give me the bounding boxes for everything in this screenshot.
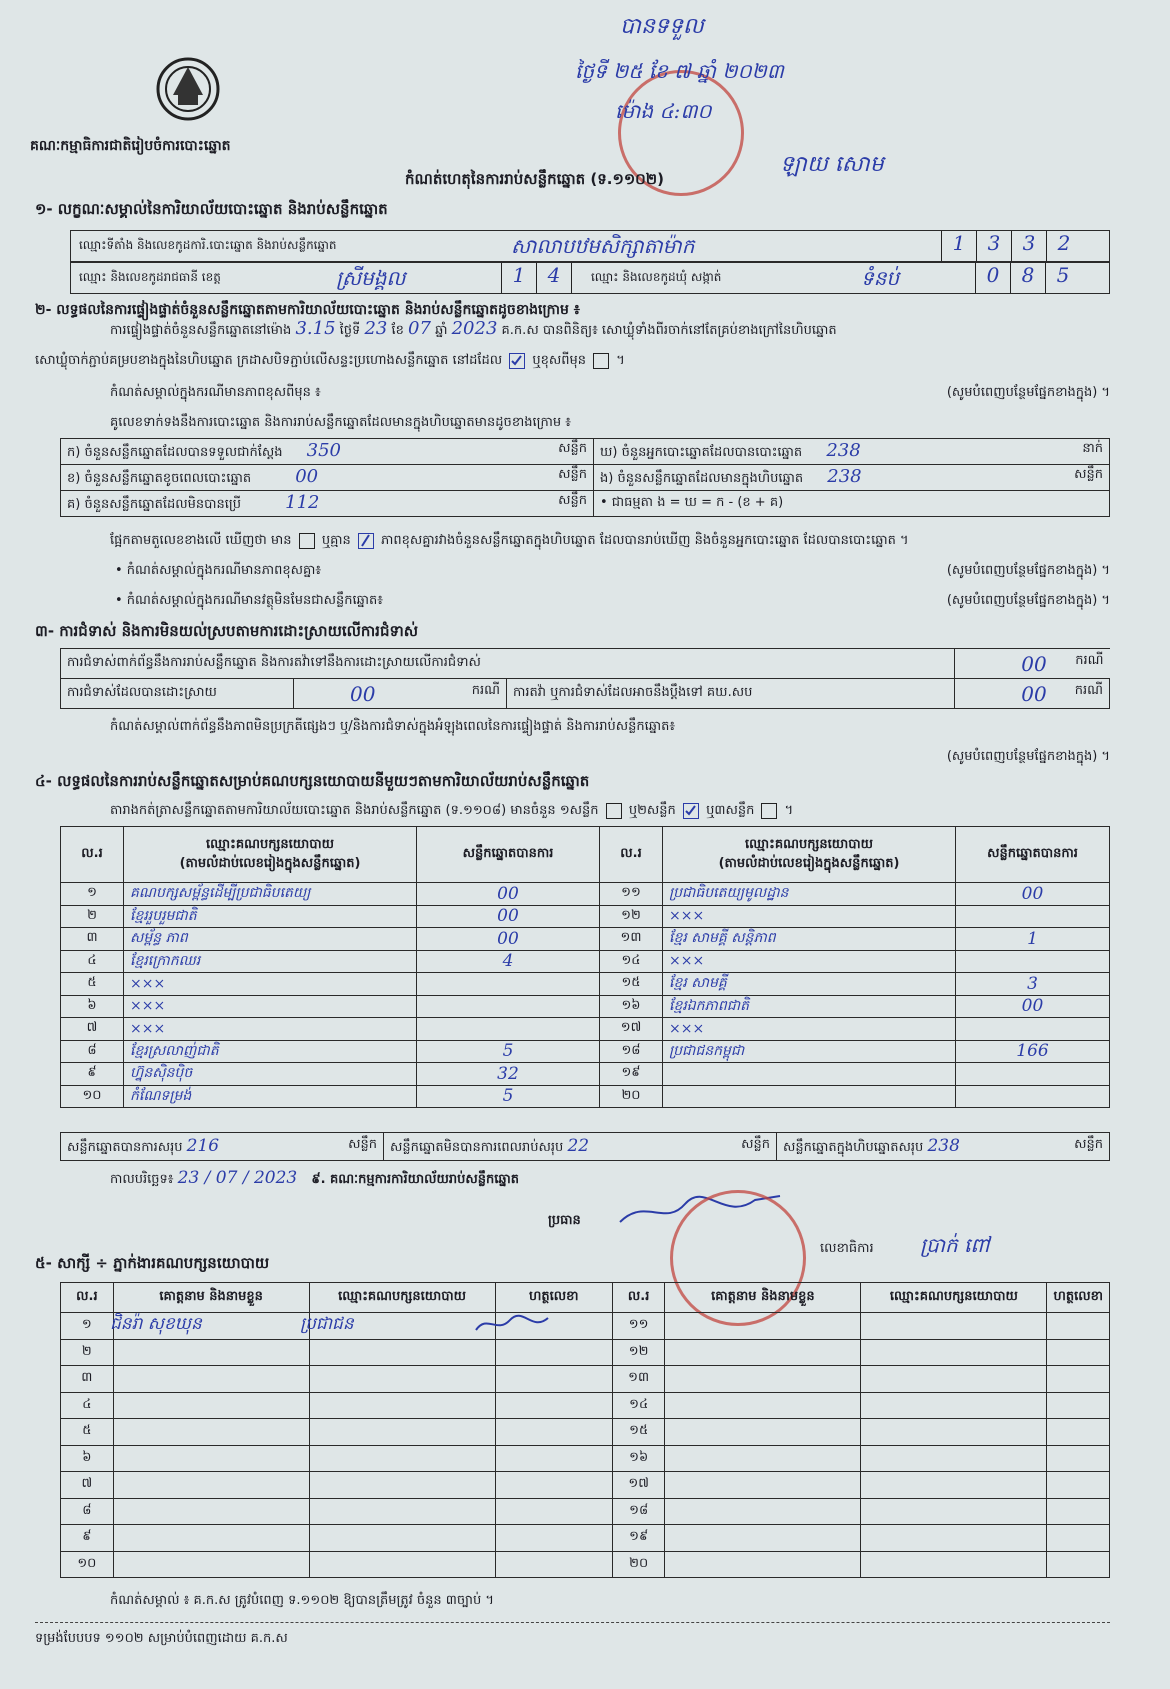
witness-cell: [665, 1419, 861, 1446]
witness-no: ១០: [61, 1551, 114, 1578]
witness-cell: [113, 1472, 309, 1499]
party-name: [663, 1085, 956, 1108]
party-votes: [956, 905, 1110, 928]
done-label: កាលបរិច្ឆេទ៖: [110, 1172, 174, 1187]
witness1-name: ជិនរ៉ា សុខឃុន: [110, 1314, 202, 1334]
one-sheet-checkbox[interactable]: [606, 803, 622, 819]
fill-more: (សូមបំពេញបន្ថែមផ្នែកខាងក្នុង) ។: [946, 385, 1110, 400]
row2b-label: ការតវ៉ា ឬការជំទាស់ដែលអាចនឹងប្តឹងទៅ គឃ.សប: [507, 679, 955, 709]
witness-cell: [665, 1472, 861, 1499]
party-votes: [956, 1085, 1110, 1108]
witness-cell: [113, 1551, 309, 1578]
w-col-no-right: ល.រ: [612, 1283, 665, 1313]
office-name: សាលាបឋមសិក្សាតាម៉ាក: [511, 234, 695, 258]
row-ko-label: គ) ចំនួនសន្លឹកឆ្នោតដែលមិនបានប្រើ: [67, 497, 241, 512]
party-name: [663, 1063, 956, 1086]
party-no: ១៦: [600, 995, 663, 1018]
emblem-logo: [148, 55, 228, 130]
party-no: ១២: [600, 905, 663, 928]
table-row: [61, 1472, 1110, 1499]
witness-cell: [1047, 1419, 1110, 1446]
witness-cell: [861, 1445, 1047, 1472]
col-no-right: ល.រ: [600, 827, 663, 883]
total-box-label: សន្លឹកឆ្នោតក្នុងហិបឆ្នោតសរុប: [783, 1139, 924, 1155]
verify-year: 2023: [451, 318, 498, 339]
party-name: ×××: [663, 905, 956, 928]
form-title: កំណត់ហេតុនៃការរាប់សន្លឹកឆ្នោត (ទ.១១០២): [405, 170, 665, 188]
witness-cell: [309, 1498, 495, 1525]
office-code-digit: 3: [1011, 231, 1046, 261]
witness-cell: [495, 1472, 612, 1499]
party-votes: 00: [956, 883, 1110, 906]
row2-value: 00: [350, 681, 376, 706]
note1-text: កំណត់សម្គាល់ក្នុងករណីមានភាពខុសពីមុន ៖: [110, 385, 321, 400]
verify-month: 07: [408, 318, 431, 339]
party-votes: [956, 950, 1110, 973]
witness-cell: [113, 1419, 309, 1446]
witness-cell: [861, 1419, 1047, 1446]
party-name: ខ្មែរ សាមគ្គី: [663, 973, 956, 996]
row-ka-unit: សន្លឹក: [558, 441, 587, 456]
section5-heading: ៥- សាក្សី ÷ ភ្នាក់ងារគណបក្សនយោបាយ: [35, 1254, 270, 1272]
diff-line: [110, 532, 909, 551]
party-votes: 32: [417, 1063, 600, 1086]
received-date: ថ្ងៃទី ២៥ ខែ ៧ ឆ្នាំ ២០២៣: [575, 59, 784, 83]
party-votes: 00: [417, 928, 600, 951]
witness-cell: [113, 1498, 309, 1525]
row1-cases: ករណី: [1075, 652, 1104, 668]
diff-text-b: ឬគ្មាន: [321, 533, 351, 548]
intro-text: គូលេខទាក់ទងនឹងការបោះឆ្នោត និងការរាប់សន្លឹកឆ្នោតដែលមានក្នុងហិបឆ្នោតមានដូចខាងក្រោម ៖: [110, 415, 571, 430]
witness-cell: [309, 1525, 495, 1552]
table-row: [61, 1392, 1110, 1419]
table-row: [61, 1063, 1110, 1086]
party-votes: 00: [417, 905, 600, 928]
verify-rest: គ.ក.ស បានពិនិត្យ៖ សោឃ្លុំទាំងពីរចាក់នៅតែគ្រប់ខាងក្រៅនៃហិបឆ្នោត: [501, 323, 837, 338]
done-line: [110, 1168, 519, 1190]
witness-no: ១២: [612, 1339, 665, 1366]
table-row: [61, 1339, 1110, 1366]
party-no: ៥: [61, 973, 124, 996]
table-row: [61, 1498, 1110, 1525]
party-votes: 3: [956, 973, 1110, 996]
table-row: [61, 950, 1110, 973]
note1: [110, 384, 1110, 403]
witness-cell: [495, 1525, 612, 1552]
table-row: [61, 995, 1110, 1018]
witness-no: ១៨: [612, 1498, 665, 1525]
witness-no: ៤: [61, 1392, 114, 1419]
party-votes: [956, 1063, 1110, 1086]
row2b-value: 00: [1021, 681, 1047, 706]
witness-cell: [1047, 1498, 1110, 1525]
party-no: ១១: [600, 883, 663, 906]
office-code-digit: 3: [976, 231, 1011, 261]
col-party-sub-right: (តាមលំដាប់លេខរៀងក្នុងសន្លឹកឆ្នោត): [718, 855, 900, 871]
province-name: ស្រីមង្គល: [336, 266, 406, 290]
row-kho-value: 238: [826, 440, 861, 461]
party-votes: 00: [956, 995, 1110, 1018]
total-invalid: 22: [567, 1135, 590, 1156]
party-votes: 5: [417, 1085, 600, 1108]
witness-cell: [113, 1392, 309, 1419]
witness-cell: [1047, 1525, 1110, 1552]
witness-cell: [113, 1339, 309, 1366]
commune-label: ឈ្មោះ និងលេខកូដឃុំ សង្កាត់: [591, 270, 722, 284]
month-label: ខែ: [391, 323, 404, 338]
party-no: ១០: [61, 1085, 124, 1108]
party-votes: 1: [956, 928, 1110, 951]
secretary-label: លេខាធិការ: [820, 1241, 874, 1256]
col-no: ល.រ: [61, 827, 124, 883]
party-no: ៧: [61, 1018, 124, 1041]
received-signature: ឡាយ សោម: [780, 152, 884, 177]
total-box: 238: [927, 1135, 960, 1156]
witness-cell: [1047, 1445, 1110, 1472]
witness-cell: [665, 1525, 861, 1552]
witness-no: ១៣: [612, 1366, 665, 1393]
verify-line: [110, 318, 837, 341]
received-label: បានទទួល: [620, 14, 704, 39]
witness-table: [60, 1282, 1110, 1578]
witness1-signature: [472, 1312, 552, 1340]
table-row: [61, 928, 1110, 951]
witness-no: ៧: [61, 1472, 114, 1499]
witness-no: ៩: [61, 1525, 114, 1552]
section4-heading: ៤- លទ្ធផលនៃការរាប់សន្លឹកឆ្នោតសម្រាប់គណបក្សនយោបាយនីមួយៗតាមការិយាល័យរាប់សន្លឹកឆ្នោត: [35, 772, 590, 790]
or-label: ឬខុសពីមុន: [532, 353, 586, 368]
footnote: កំណត់សម្គាល់ ៖ គ.ក.ស ត្រូវបំពេញ ទ.១១០២ ឱ្យបានត្រឹមត្រូវ ចំនួន ៣ច្បាប់ ។: [110, 1593, 494, 1608]
witness-cell: [861, 1498, 1047, 1525]
witness-cell: [665, 1551, 861, 1578]
row-kha-unit: សន្លឹក: [558, 467, 587, 482]
row-ko-value: 112: [285, 492, 320, 513]
tally-line: តារាងកត់ត្រាសន្លឹកឆ្នោតតាមការិយាល័យបោះឆ្នោត និងរាប់សន្លឹកឆ្នោត (ទ.១១០៨) មានចំនួន ១សន្លឹក ឬ២សន្លឹក ឬ៣សន្លឹក ។: [110, 803, 794, 818]
witness-cell: [665, 1498, 861, 1525]
row2-cases: ករណី: [471, 682, 500, 698]
results-table: [60, 826, 1110, 1108]
committee-label: ៩. គណៈកម្មការការិយាល័យរាប់សន្លឹកឆ្នោត: [311, 1172, 520, 1187]
party-name: ×××: [663, 1018, 956, 1041]
witness-cell: [309, 1419, 495, 1446]
province-label: ឈ្មោះ និងលេខកូដរាជធានី ខេត្ត: [79, 270, 221, 284]
witness-no: ៣: [61, 1366, 114, 1393]
row2b-cases: ករណី: [1074, 682, 1103, 698]
w-col-party: ឈ្មោះគណបក្សនយោបាយ: [309, 1283, 495, 1313]
witness-cell: [309, 1366, 495, 1393]
witness-cell: [861, 1366, 1047, 1393]
total-valid-label: សន្លឹកឆ្នោតបានការសរុប: [67, 1139, 183, 1155]
party-no: ២: [61, 905, 124, 928]
note2-text: • កំណត់សម្គាល់ក្នុងករណីមានភាពខុសគ្នា៖: [115, 563, 322, 578]
table-row: [61, 1085, 1110, 1108]
witness-no: ១៧: [612, 1472, 665, 1499]
commune-name: ទំនប់: [861, 266, 900, 290]
secretary-name: ប្រាក់ ពៅ: [920, 1233, 990, 1257]
office-code: [941, 231, 1081, 261]
col-votes: សន្លឹកឆ្នោតបានការ: [417, 827, 600, 883]
counts-table: [60, 438, 1110, 517]
witness-cell: [113, 1366, 309, 1393]
form-footer: ទម្រង់បែបបទ ១១០២ សម្រាប់បំពេញដោយ គ.ក.ស: [35, 1631, 288, 1646]
office-row: [70, 230, 1110, 262]
same-checkbox[interactable]: [509, 353, 525, 369]
party-no: ៣: [61, 928, 124, 951]
fill-more-3: (សូមបំពេញបន្ថែមផ្នែកខាងក្នុង) ។: [946, 593, 1110, 608]
row-ko-unit: សន្លឹក: [558, 493, 587, 508]
witness-cell: [1047, 1551, 1110, 1578]
section2-heading: ២- លទ្ធផលនៃការផ្ទៀងផ្ទាត់ចំនួនសន្លឹកឆ្នោតតាមការិយាល័យបោះឆ្នោត និងរាប់សន្លឹកឆ្នោតដូចខាងក្រោម ៖: [35, 302, 580, 318]
witness-cell: [309, 1339, 495, 1366]
witness-cell: [861, 1339, 1047, 1366]
party-name: ខ្មែរស្រលាញ់ជាតិ: [124, 1040, 417, 1063]
party-votes: [417, 1018, 600, 1041]
table-row: [61, 1018, 1110, 1041]
party-no: ១៩: [600, 1063, 663, 1086]
office-code-digit: 2: [1046, 231, 1081, 261]
table-row: [61, 1525, 1110, 1552]
w-col-party-right: ឈ្មោះគណបក្សនយោបាយ: [861, 1283, 1047, 1313]
day-label: ថ្ងៃទី: [339, 323, 361, 338]
party-name: ខ្មែររួបរួមជាតិ: [124, 905, 417, 928]
received-time: ម៉ោង ៤:៣០: [615, 99, 712, 123]
total-box-unit: សន្លឹក: [1074, 1136, 1103, 1152]
witness-no: ១១: [612, 1313, 665, 1340]
objection-table: [60, 648, 1110, 709]
row1-label: ការជំទាស់ពាក់ព័ន្ធនឹងការរាប់សន្លឹកឆ្នោត និងការតវ៉ាទៅនឹងការដោះស្រាយលើការជំទាស់: [61, 649, 955, 679]
row-kho-unit: នាក់: [1082, 441, 1103, 456]
party-name: សម្ព័ន្ធ ភាព: [124, 928, 417, 951]
witness-cell: [309, 1445, 495, 1472]
commune-code-digit: 0: [975, 263, 1010, 293]
party-no: ១: [61, 883, 124, 906]
witness-no: ២០: [612, 1551, 665, 1578]
totals-row: [60, 1132, 1110, 1161]
party-name: ×××: [124, 1018, 417, 1041]
witness-cell: [309, 1551, 495, 1578]
diff-text-a: ផ្អែកតាមតួលេខខាងលើ ឃើញថា មាន: [110, 533, 292, 548]
witness-cell: [1047, 1313, 1110, 1340]
has-diff-checkbox[interactable]: [299, 533, 315, 549]
witness-cell: [861, 1313, 1047, 1340]
witness-cell: [1047, 1366, 1110, 1393]
witness-no: ១: [61, 1313, 114, 1340]
witness-cell: [665, 1313, 861, 1340]
witness-cell: [495, 1445, 612, 1472]
province-code-digit: 1: [501, 263, 536, 293]
verify-time: 3.15: [295, 318, 336, 339]
province-code: [501, 263, 572, 293]
commune-code-digit: 5: [1045, 263, 1080, 293]
witness-cell: [113, 1445, 309, 1472]
witness-cell: [495, 1392, 612, 1419]
section3-heading: ៣- ការជំទាស់ និងការមិនយល់ស្របតាមការដោះស្រាយលើការជំទាស់: [35, 622, 419, 640]
party-no: ៩: [61, 1063, 124, 1086]
total-invalid-unit: សន្លឹក: [741, 1136, 770, 1152]
row-ka-label: ក) ចំនួនសន្លឹកឆ្នោតដែលបានទទួលជាក់ស្តែង: [67, 445, 283, 460]
party-name: ហ្វ៊ុនស៊ិនប៉ិច: [124, 1063, 417, 1086]
party-name: ខ្មែរក្រោកឈរ: [124, 950, 417, 973]
witness-cell: [665, 1392, 861, 1419]
party-no: ១៨: [600, 1040, 663, 1063]
witness-cell: [495, 1419, 612, 1446]
row-ngo-value: 238: [827, 466, 862, 487]
row-ngo-label: ង) ចំនួនសន្លឹកឆ្នោតដែលមានក្នុងហិបឆ្នោត: [600, 471, 804, 486]
chair-label: ប្រធាន: [548, 1213, 581, 1228]
w-col-name: គោត្តនាម និងនាមខ្លួន: [113, 1283, 309, 1313]
witness-no: ៨: [61, 1498, 114, 1525]
witness-cell: [113, 1525, 309, 1552]
formula: • ជាធម្មតា ង = ឃ = ក - (ខ + គ): [600, 495, 784, 510]
verify-text: ការផ្ទៀងផ្ទាត់ចំនួនសន្លឹកឆ្នោតនៅម៉ោង: [110, 323, 292, 338]
party-votes: [417, 995, 600, 1018]
party-name: ×××: [663, 950, 956, 973]
party-name: ខ្មែរឯកភាពជាតិ: [663, 995, 956, 1018]
two-sheet-checkbox[interactable]: [683, 803, 699, 819]
col-party-title: ឈ្មោះគណបក្សនយោបាយ: [206, 836, 334, 852]
three-sheet-checkbox[interactable]: [761, 803, 777, 819]
section3-fill: (សូមបំពេញបន្ថែមផ្នែកខាងក្នុង) ។: [946, 749, 1110, 764]
w-col-name-right: គោត្តនាម និងនាមខ្លួន: [665, 1283, 861, 1313]
note2: [115, 562, 1110, 581]
witness-no: ១៩: [612, 1525, 665, 1552]
col-party: [124, 827, 417, 883]
tally-opt3: ឬ៣សន្លឹក: [706, 803, 755, 818]
no-diff-checkbox[interactable]: [358, 533, 374, 549]
witness-no: ៥: [61, 1419, 114, 1446]
witness-cell: [495, 1339, 612, 1366]
witness-no: ១៦: [612, 1445, 665, 1472]
party-votes: [417, 973, 600, 996]
w-col-sign-right: ហត្ថលេខា: [1047, 1283, 1110, 1313]
office-code-digit: 1: [941, 231, 976, 261]
party-name: ខ្មែរ សាមគ្គី សន្តិភាព: [663, 928, 956, 951]
w-col-no: ល.រ: [61, 1283, 114, 1313]
party-no: ១៥: [600, 973, 663, 996]
w-col-sign: ហត្ថលេខា: [495, 1283, 612, 1313]
line2-text: សោឃ្លុំចាក់ភ្ជាប់គម្របខាងក្នុងនៃហិបឆ្នោត ក្រដាសបិទភ្ជាប់លើសន្ទះប្រហោងសន្លឹកឆ្នោត នៅដដែល: [35, 353, 503, 368]
witness-cell: [309, 1392, 495, 1419]
verify-line2: សោឃ្លុំចាក់ភ្ជាប់គម្របខាងក្នុងនៃហិបឆ្នោត ក្រដាសបិទភ្ជាប់លើសន្ទះប្រហោងសន្លឹកឆ្នោត នៅដដែល ឬខុសពីមុន ។: [35, 353, 625, 368]
party-name: ×××: [124, 995, 417, 1018]
witness-no: ១៤: [612, 1392, 665, 1419]
fill-more-2: (សូមបំពេញបន្ថែមផ្នែកខាងក្នុង) ។: [946, 563, 1110, 578]
tally-opt2: ឬ២សន្លឹក: [628, 803, 676, 818]
party-no: ៤: [61, 950, 124, 973]
witness1-party: ប្រជាជន: [300, 1314, 354, 1334]
witness-cell: [1047, 1339, 1110, 1366]
row1-value: 00: [1021, 651, 1047, 676]
col-party-sub: (តាមលំដាប់លេខរៀងក្នុងសន្លឹកឆ្នោត): [179, 855, 361, 871]
diff-text-c: ភាពខុសគ្នារវាងចំនួនសន្លឹកឆ្នោតក្នុងហិបឆ្នោត ដែលបានរាប់ឃើញ និងចំនួនអ្នកបោះឆ្នោត ដែលបានបោះឆ្នោត ។: [381, 533, 909, 548]
done-date: 23 / 07 / 2023: [177, 1168, 298, 1188]
table-row: [61, 1419, 1110, 1446]
witness-cell: [861, 1472, 1047, 1499]
bottom-divider: [35, 1622, 1110, 1623]
table-row: [61, 1551, 1110, 1578]
col-party-right: [663, 827, 956, 883]
row-kha-label: ខ) ចំនួនសន្លឹកឆ្នោតខូចពេលបោះឆ្នោត: [67, 471, 252, 486]
row-kho-label: ឃ) ចំនួនអ្នកបោះឆ្នោតដែលបានបោះឆ្នោត: [600, 445, 803, 460]
witness-cell: [495, 1551, 612, 1578]
party-no: ៨: [61, 1040, 124, 1063]
row-ngo-unit: សន្លឹក: [1074, 467, 1103, 482]
verify-day: 23: [364, 318, 388, 339]
party-name: ប្រជាធិបតេយ្យមូលដ្ឋាន: [663, 883, 956, 906]
commune-code: [975, 263, 1080, 293]
col-party-title-right: ឈ្មោះគណបក្សនយោបាយ: [745, 836, 873, 852]
party-no: ១៤: [600, 950, 663, 973]
year-label: ឆ្នាំ: [435, 323, 448, 338]
witness-cell: [309, 1472, 495, 1499]
province-code-digit: 4: [536, 263, 572, 293]
party-votes: 4: [417, 950, 600, 973]
table-row: [61, 1445, 1110, 1472]
table-row: [61, 1313, 1110, 1340]
witness-no: ១៥: [612, 1419, 665, 1446]
party-no: ១៣: [600, 928, 663, 951]
witness-cell: [665, 1445, 861, 1472]
table-row: [61, 905, 1110, 928]
party-votes: 00: [417, 883, 600, 906]
witness-cell: [665, 1366, 861, 1393]
note3-text: • កំណត់សម្គាល់ក្នុងករណីមានវត្ថុមិនមែនជាសន្លឹកឆ្នោត៖: [115, 593, 383, 608]
witness-cell: [861, 1392, 1047, 1419]
witness-no: ៦: [61, 1445, 114, 1472]
total-valid-unit: សន្លឹក: [348, 1136, 377, 1152]
office-label: ឈ្មោះទីតាំង និងលេខកូដការិ.បោះឆ្នោត និងរាប់សន្លឹកឆ្នោត: [79, 238, 337, 252]
party-votes: 166: [956, 1040, 1110, 1063]
witness-cell: [1047, 1472, 1110, 1499]
party-votes: [956, 1018, 1110, 1041]
commune-code-digit: 8: [1010, 263, 1045, 293]
province-row: [70, 262, 1110, 294]
row-kha-value: 00: [295, 466, 319, 487]
witness-cell: [495, 1366, 612, 1393]
party-no: ៦: [61, 995, 124, 1018]
row2-label: ការជំទាស់ដែលបានដោះស្រាយ: [61, 679, 294, 709]
table-row: [61, 973, 1110, 996]
section3-note: កំណត់សម្គាល់ពាក់ព័ន្ធនឹងភាពមិនប្រក្រតីផ្សេងៗ ឬ/និងការជំទាស់ក្នុងអំឡុងពេលនៃការផ្ទៀងផ្ទាត់ និងការរាប់សន្លឹកឆ្នោត៖: [110, 719, 676, 734]
witness-cell: [1047, 1392, 1110, 1419]
witness-cell: [665, 1339, 861, 1366]
party-name: ×××: [124, 973, 417, 996]
party-name: ប្រជាជនកម្ពុជា: [663, 1040, 956, 1063]
different-checkbox[interactable]: [593, 353, 609, 369]
witness-cell: [861, 1525, 1047, 1552]
party-votes: 5: [417, 1040, 600, 1063]
party-no: ២០: [600, 1085, 663, 1108]
section1-heading: ១- លក្ខណៈសម្គាល់នៃការិយាល័យបោះឆ្នោត និងរាប់សន្លឹកឆ្នោត: [35, 200, 388, 218]
row-ka-value: 350: [306, 440, 342, 461]
witness-cell: [495, 1498, 612, 1525]
table-row: [61, 1040, 1110, 1063]
witness-no: ២: [61, 1339, 114, 1366]
total-invalid-label: សន្លឹកឆ្នោតមិនបានការពេលរាប់សរុប: [390, 1139, 564, 1155]
col-votes-right: សន្លឹកឆ្នោតបានការ: [956, 827, 1110, 883]
committee-name: គណៈកម្មាធិការជាតិរៀបចំការបោះឆ្នោត: [30, 138, 231, 154]
tally-intro: តារាងកត់ត្រាសន្លឹកឆ្នោតតាមការិយាល័យបោះឆ្នោត និងរាប់សន្លឹកឆ្នោត (ទ.១១០៨) មានចំនួន ១សន្លឹក: [110, 803, 599, 818]
table-row: [61, 1366, 1110, 1393]
note3: [115, 592, 1110, 611]
party-name: គណបក្សសម្ព័ន្ធដើម្បីប្រជាធិបតេយ្យ: [124, 883, 417, 906]
party-no: ១៧: [600, 1018, 663, 1041]
witness-cell: [861, 1551, 1047, 1578]
total-valid: 216: [186, 1135, 220, 1156]
table-row: [61, 883, 1110, 906]
party-name: កំណែទម្រង់: [124, 1085, 417, 1108]
